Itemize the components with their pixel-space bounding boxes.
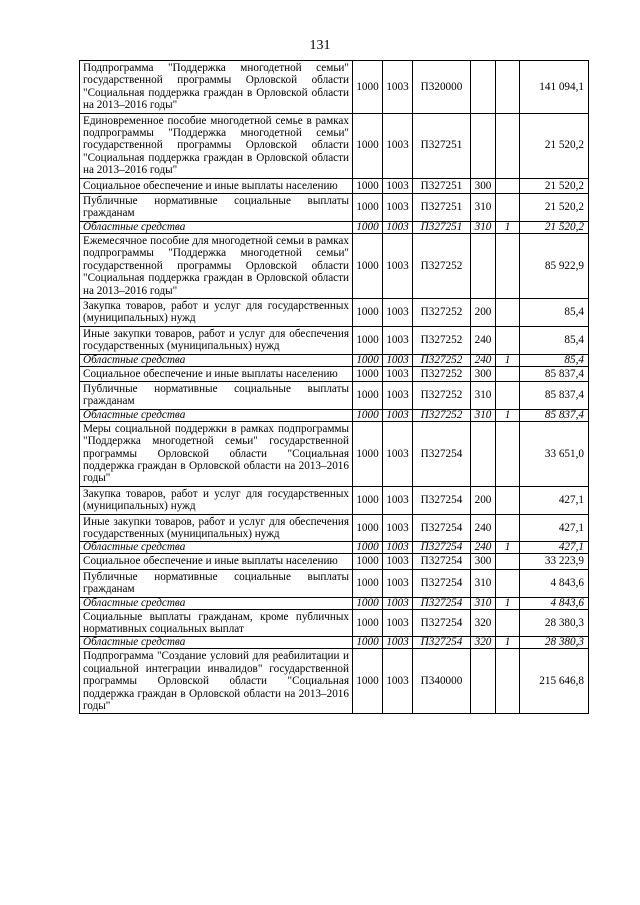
row-amount: 21 520,2 [520,194,589,222]
row-amount: 427,1 [520,542,589,554]
row-amount: 4 843,6 [520,569,589,597]
subsection-code: 1003 [383,298,413,326]
table-row [80,554,589,569]
section-code: 1000 [353,421,383,486]
expense-type-code: 300 [471,554,496,569]
target-article-code: П327254 [413,609,471,637]
row-amount: 85,4 [520,298,589,326]
funding-source-code: 1 [496,597,520,609]
target-article-code: П327254 [413,569,471,597]
row-description: Публичные нормативные социальные выплаты гражданам [80,194,353,222]
funding-source-code [496,381,520,409]
funding-source-code: 1 [496,542,520,554]
row-amount: 21 520,2 [520,221,589,233]
row-amount: 215 646,8 [520,649,589,714]
section-code: 1000 [353,366,383,381]
funding-source-code [496,609,520,637]
funding-source-code [496,554,520,569]
table-row-regional-funds [80,354,589,366]
funding-source-code [496,326,520,354]
expense-type-code [471,649,496,714]
expense-type-code: 310 [471,194,496,222]
target-article-code: П327254 [413,421,471,486]
row-amount: 28 380,3 [520,609,589,637]
section-code: 1000 [353,233,383,298]
expense-type-code: 310 [471,381,496,409]
target-article-code: П327252 [413,326,471,354]
row-description: Социальное обеспечение и иные выплаты населению [80,554,353,569]
target-article-code: П327254 [413,597,471,609]
section-code: 1000 [353,381,383,409]
funding-source-code [496,514,520,542]
expense-type-code: 240 [471,542,496,554]
section-code: 1000 [353,637,383,649]
expense-type-code: 310 [471,409,496,421]
expense-type-code: 240 [471,514,496,542]
table-row [80,298,589,326]
row-description: Ежемесячное пособие для многодетной семьи в рамках подпрограммы "Поддержка многодетной семьи" государственной программы Орловской области "Социальная поддержка граждан в Орловской области на 2013–2016 годы" [80,233,353,298]
table-row-regional-funds [80,597,589,609]
row-amount: 427,1 [520,514,589,542]
row-amount: 85,4 [520,326,589,354]
row-amount: 85 837,4 [520,366,589,381]
section-code: 1000 [353,542,383,554]
table-row-regional-funds [80,637,589,649]
target-article-code: П327252 [413,381,471,409]
subsection-code: 1003 [383,366,413,381]
row-description: Социальное обеспечение и иные выплаты населению [80,366,353,381]
target-article-code: П327254 [413,486,471,514]
funding-source-code [496,421,520,486]
expense-type-code: 200 [471,298,496,326]
section-code: 1000 [353,298,383,326]
table-row [80,61,589,114]
section-code: 1000 [353,609,383,637]
subsection-code: 1003 [383,194,413,222]
funding-source-code [496,194,520,222]
target-article-code: П327252 [413,298,471,326]
row-description: Публичные нормативные социальные выплаты гражданам [80,569,353,597]
row-amount: 141 094,1 [520,61,589,114]
row-amount: 21 520,2 [520,178,589,193]
row-description: Социальные выплаты гражданам, кроме публичных нормативных социальных выплат [80,609,353,637]
table-row [80,649,589,714]
funding-source-code [496,178,520,193]
expense-type-code: 240 [471,326,496,354]
section-code: 1000 [353,649,383,714]
table-row [80,233,589,298]
row-description: Единовременное пособие многодетной семье в рамках подпрограммы "Поддержка многодетной семьи" государственной программы Орловской области "Социальная поддержка граждан в Орловской области на 2013–2016 годы" [80,113,353,178]
row-amount: 85,4 [520,354,589,366]
funding-source-code: 1 [496,409,520,421]
subsection-code: 1003 [383,233,413,298]
subsection-code: 1003 [383,554,413,569]
subsection-code: 1003 [383,514,413,542]
table-row-regional-funds [80,409,589,421]
target-article-code: П327254 [413,514,471,542]
row-description: Подпрограмма "Создание условий для реабилитации и социальной интеграции инвалидов" государственной программы Орловской области "Социальная поддержка граждан в Орловской области на 2013–2016 годы" [80,649,353,714]
page-number: 131 [309,38,331,53]
subsection-code: 1003 [383,354,413,366]
row-description: Иные закупки товаров, работ и услуг для обеспечения государственных (муниципальных) нужд [80,514,353,542]
target-article-code: П327251 [413,178,471,193]
table-row [80,486,589,514]
expense-type-code [471,233,496,298]
table-row [80,609,589,637]
section-code: 1000 [353,61,383,114]
table-row [80,366,589,381]
row-description: Публичные нормативные социальные выплаты гражданам [80,381,353,409]
row-description: Социальное обеспечение и иные выплаты населению [80,178,353,193]
funding-source-code: 1 [496,637,520,649]
expense-type-code: 300 [471,366,496,381]
expense-type-code [471,61,496,114]
funding-source-code [496,298,520,326]
subsection-code: 1003 [383,421,413,486]
subsection-code: 1003 [383,609,413,637]
table-row [80,113,589,178]
row-description: Областные средства [80,637,353,649]
target-article-code: П320000 [413,61,471,114]
subsection-code: 1003 [383,409,413,421]
row-amount: 85 837,4 [520,409,589,421]
target-article-code: П327251 [413,113,471,178]
target-article-code: П327252 [413,233,471,298]
section-code: 1000 [353,326,383,354]
funding-source-code [496,61,520,114]
table-row [80,381,589,409]
table-row [80,421,589,486]
expense-type-code: 310 [471,221,496,233]
subsection-code: 1003 [383,326,413,354]
subsection-code: 1003 [383,113,413,178]
subsection-code: 1003 [383,542,413,554]
target-article-code: П327254 [413,542,471,554]
target-article-code: П327252 [413,409,471,421]
row-amount: 85 837,4 [520,381,589,409]
target-article-code: П327254 [413,637,471,649]
row-description: Областные средства [80,409,353,421]
row-description: Подпрограмма "Поддержка многодетной семьи" государственной программы Орловской области "Социальная поддержка граждан в Орловской области на 2013–2016 годы" [80,61,353,114]
table-body [80,61,589,714]
expense-type-code [471,421,496,486]
section-code: 1000 [353,409,383,421]
row-description: Иные закупки товаров, работ и услуг для обеспечения государственных (муниципальных) нужд [80,326,353,354]
expense-type-code [471,113,496,178]
funding-source-code [496,233,520,298]
target-article-code: П327254 [413,554,471,569]
section-code: 1000 [353,597,383,609]
subsection-code: 1003 [383,61,413,114]
row-amount: 21 520,2 [520,113,589,178]
row-amount: 28 380,3 [520,637,589,649]
section-code: 1000 [353,178,383,193]
funding-source-code [496,486,520,514]
subsection-code: 1003 [383,221,413,233]
funding-source-code [496,113,520,178]
target-article-code: П340000 [413,649,471,714]
subsection-code: 1003 [383,649,413,714]
funding-source-code [496,569,520,597]
row-amount: 33 651,0 [520,421,589,486]
target-article-code: П327251 [413,221,471,233]
section-code: 1000 [353,113,383,178]
table-row-regional-funds [80,221,589,233]
subsection-code: 1003 [383,597,413,609]
target-article-code: П327251 [413,194,471,222]
expense-type-code: 310 [471,597,496,609]
row-description: Меры социальной поддержки в рамках подпрограммы "Поддержка многодетной семьи" государственной программы Орловской области "Социальная поддержка граждан в Орловской области на 2013–2016 годы" [80,421,353,486]
funding-source-code: 1 [496,221,520,233]
row-description: Областные средства [80,354,353,366]
row-description: Областные средства [80,221,353,233]
funding-source-code [496,366,520,381]
section-code: 1000 [353,569,383,597]
section-code: 1000 [353,514,383,542]
table-row [80,194,589,222]
section-code: 1000 [353,486,383,514]
subsection-code: 1003 [383,637,413,649]
section-code: 1000 [353,354,383,366]
section-code: 1000 [353,221,383,233]
section-code: 1000 [353,554,383,569]
subsection-code: 1003 [383,178,413,193]
expense-type-code: 300 [471,178,496,193]
section-code: 1000 [353,194,383,222]
expense-type-code: 320 [471,637,496,649]
funding-source-code: 1 [496,354,520,366]
target-article-code: П327252 [413,366,471,381]
subsection-code: 1003 [383,486,413,514]
budget-table [79,60,589,714]
funding-source-code [496,649,520,714]
row-amount: 85 922,9 [520,233,589,298]
row-description: Областные средства [80,597,353,609]
table-row-regional-funds [80,542,589,554]
subsection-code: 1003 [383,381,413,409]
expense-type-code: 310 [471,569,496,597]
table-row [80,569,589,597]
table-row [80,514,589,542]
expense-type-code: 320 [471,609,496,637]
table-row [80,178,589,193]
subsection-code: 1003 [383,569,413,597]
row-description: Закупка товаров, работ и услуг для государственных (муниципальных) нужд [80,298,353,326]
row-description: Областные средства [80,542,353,554]
row-amount: 427,1 [520,486,589,514]
row-amount: 4 843,6 [520,597,589,609]
target-article-code: П327252 [413,354,471,366]
row-description: Закупка товаров, работ и услуг для государственных (муниципальных) нужд [80,486,353,514]
expense-type-code: 200 [471,486,496,514]
table-row [80,326,589,354]
row-amount: 33 223,9 [520,554,589,569]
expense-type-code: 240 [471,354,496,366]
